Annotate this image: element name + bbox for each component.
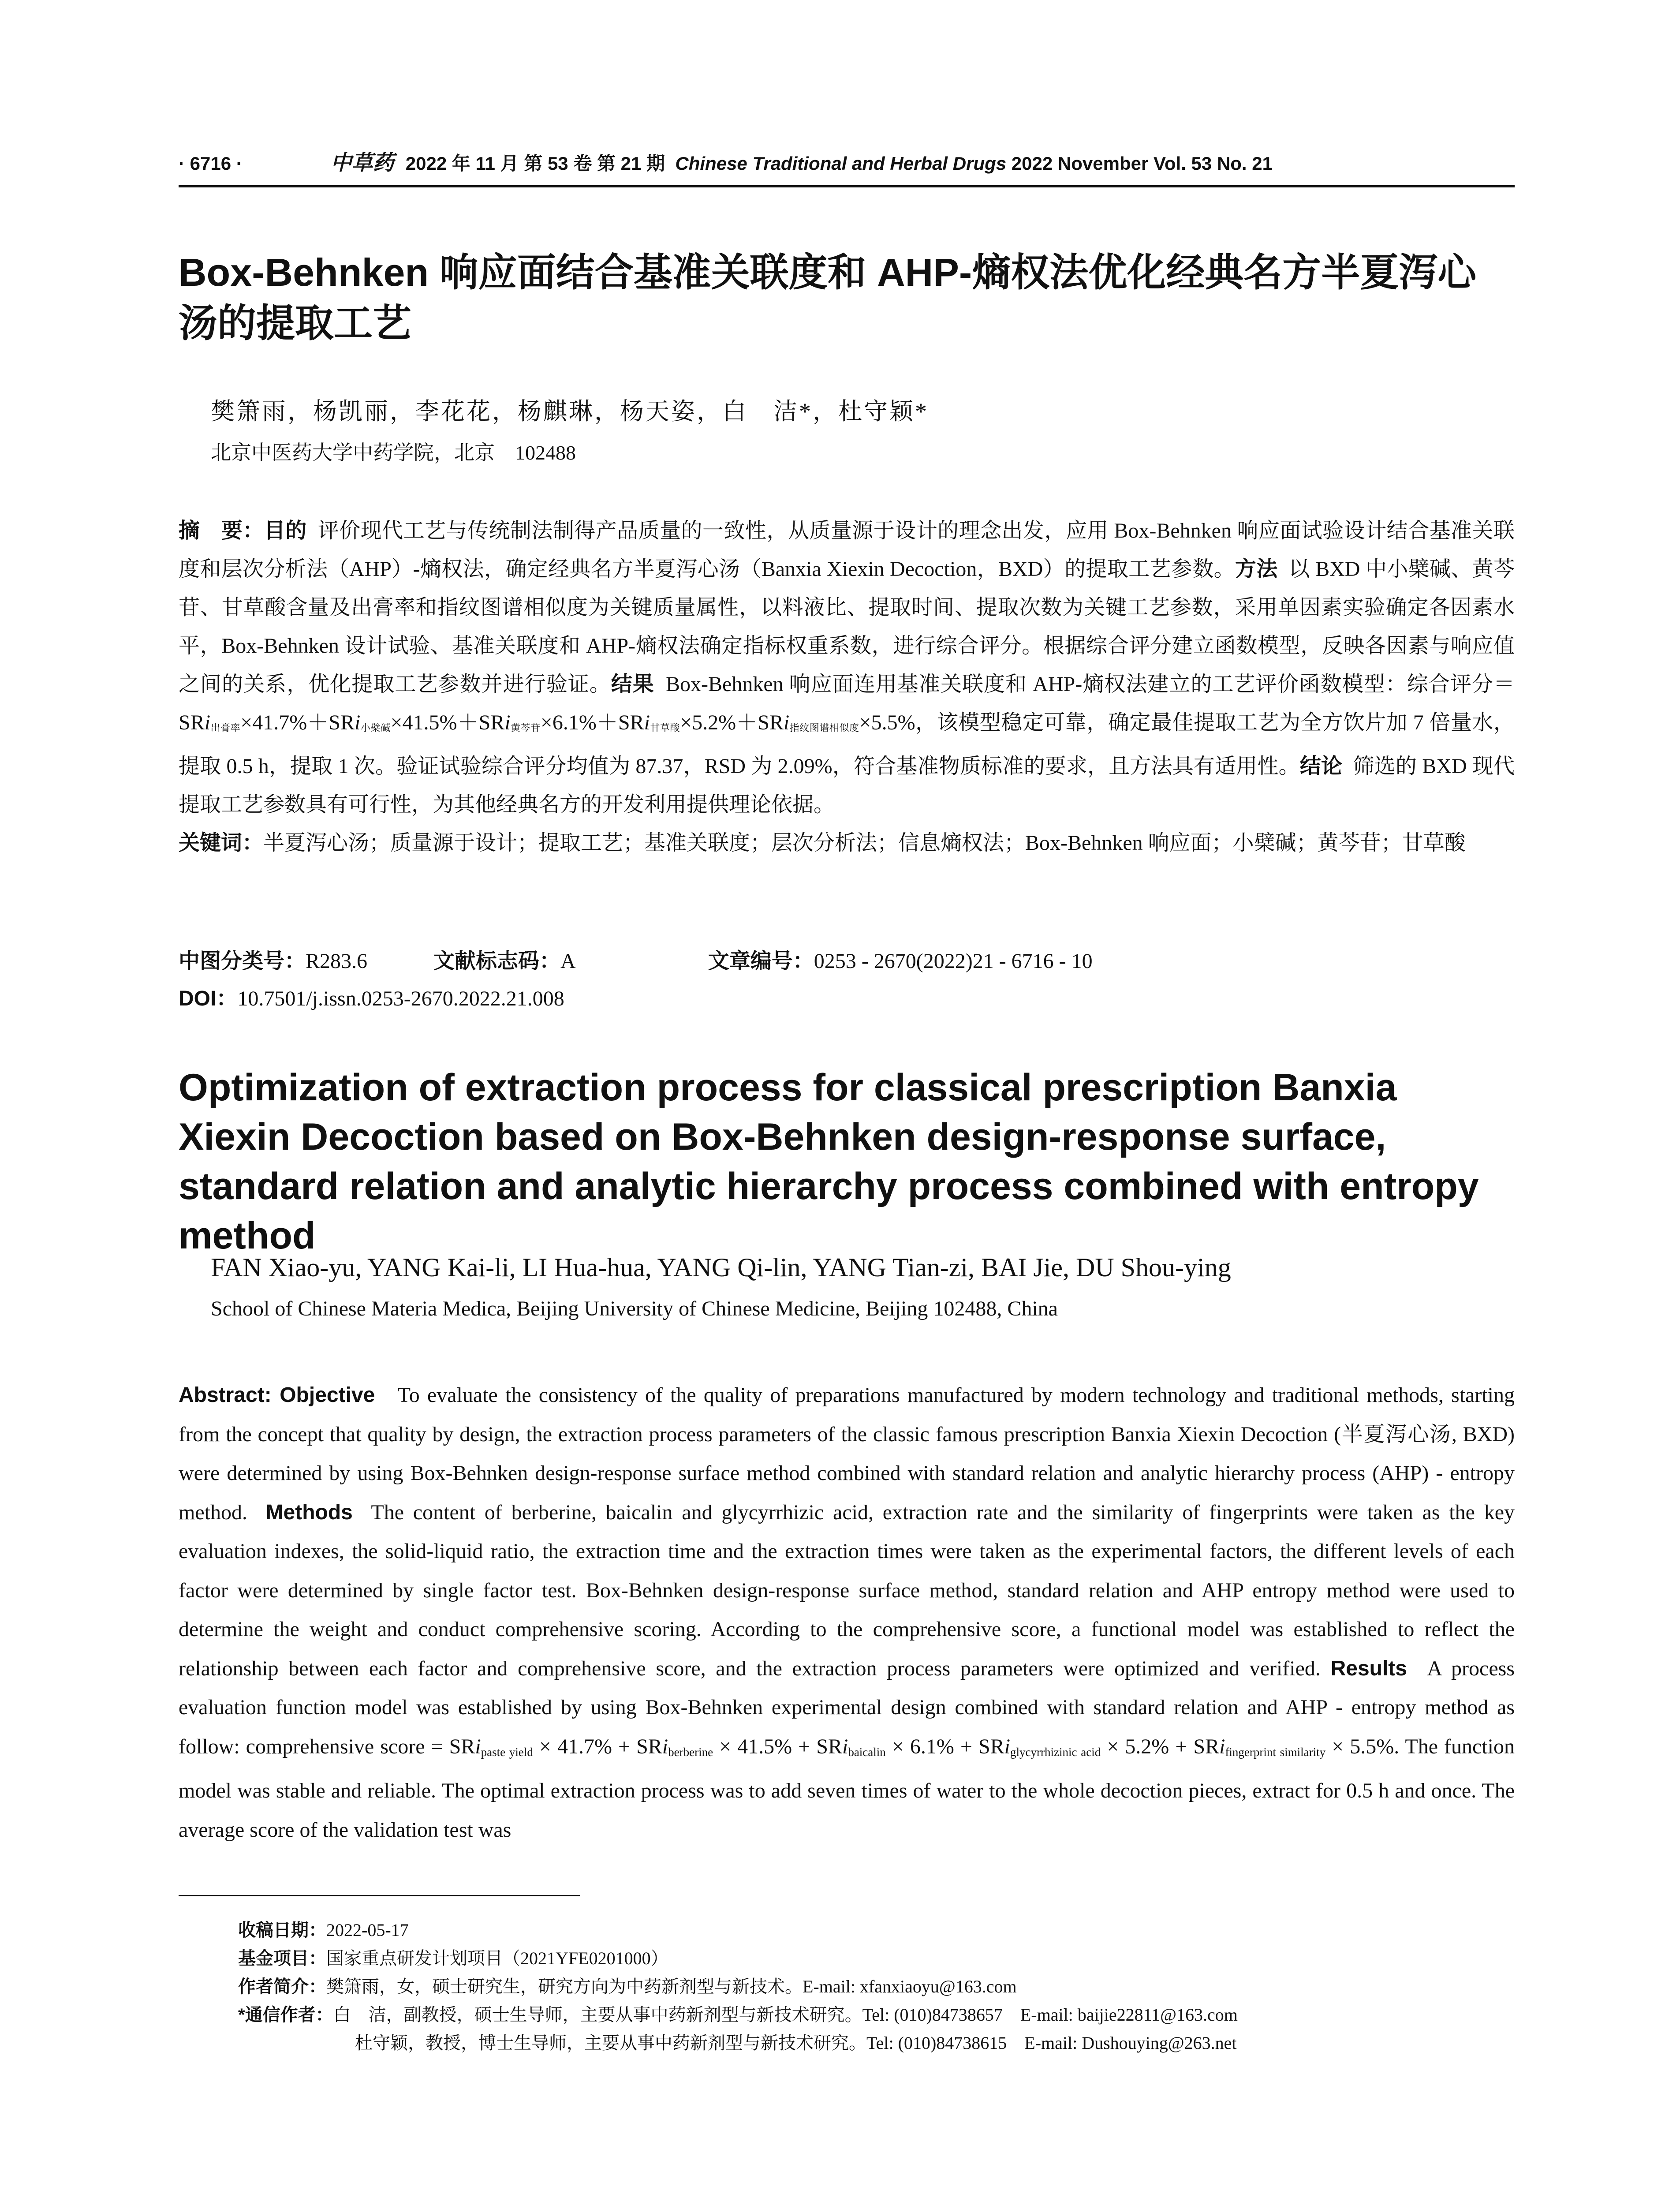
en-methods-text: The content of berberine, baicalin and glycyrrhizic acid, extraction rate and the similarity of fingerprints were taken as the key evaluation indexes, the solid-liquid ratio, the extraction time and the extraction times were taken as the experimental factors, the different levels of each factor were determined by single factor test. Box-Behnken design-response surface method, standard relation and AHP entropy method were used to determine the weight and conduct comprehensive scoring. According to the comprehensive score, a functional model was established to reflect the relationship between each factor and comprehensive score, and the extraction process parameters were optimized and verified. bbox=[179, 1500, 1515, 1680]
issue-en: 2022 November Vol. 53 No. 21 bbox=[1011, 153, 1273, 174]
cn-results-text-5: ×5.2%＋SR bbox=[680, 711, 784, 734]
doi-value[interactable]: 10.7501/j.issn.0253-2670.2022.21.008 bbox=[237, 987, 564, 1010]
en-affiliation: School of Chinese Materia Medica, Beijing University of Chinese Medicine, Beijing 102488, China bbox=[211, 1297, 1058, 1320]
cn-results-sub-3: 黄芩苷 bbox=[510, 722, 541, 733]
en-abstract-label: Abstract: Objective bbox=[179, 1383, 375, 1407]
en-results-text: A process evaluation function model was established by using Box-Behnken experimental design combined with standard relation and AHP - entropy method as follow: comprehensive score = SRi$_{paste yield}$ × 41.7% + SRi$_{berberine}$ × 41.5% + SRi$_{baicalin}$ × 6.1% + SRi$_{glycyrrhizinic acid}$ × 5.2% + SRi$_{fingerprint similarity}$ × 5.5%. The function model was stable and reliable. The optimal extraction process was to add seven times of water to the whole decoction pieces, extract for 0.5 h and once. The average score of the validation test was bbox=[179, 1656, 1515, 1842]
en-abstract bbox=[179, 1376, 1515, 1850]
cn-results-sub-5: 指纹图谱相似度 bbox=[789, 722, 859, 733]
doi-line bbox=[179, 981, 564, 1012]
cn-results-sub-4: 甘草酸 bbox=[650, 722, 680, 733]
cn-results-sub-2: 小檗碱 bbox=[360, 722, 391, 733]
cn-methods-label: 方法 bbox=[1235, 557, 1278, 581]
en-authors: FAN Xiao-yu, YANG Kai-li, LI Hua-hua, YANG Qi-lin, YANG Tian-zi, BAI Jie, DU Shou-ying bbox=[211, 1253, 1231, 1282]
footnote-received bbox=[238, 1916, 1238, 1944]
running-header bbox=[179, 146, 1515, 187]
cn-keywords bbox=[179, 824, 1515, 862]
en-results-text-1: A process evaluation function model was established by using Box-Behnken experimental design combined with standard relation and AHP - entropy method as follow: comprehensive score = SR bbox=[179, 1656, 1515, 1758]
cn-results-text-6: ×5.5%，该模型稳定可靠，确定最佳提取工艺为全方饮片加 7 倍量水，提取 0.5 h，提取 1 次。验证试验综合评分均值为 87.37，RSD 为 2.09%，符合基准物质标准的要求，且方法具有适用性。 bbox=[179, 711, 1515, 778]
en-results-label: Results bbox=[1330, 1656, 1407, 1680]
corresponding-label: *通信作者： bbox=[238, 2005, 333, 2025]
en-results-sub-2: berberine bbox=[668, 1745, 713, 1759]
en-results-sub-1: paste yield bbox=[481, 1745, 533, 1759]
fund-value: 国家重点研发计划项目（2021YFE0201000） bbox=[326, 1948, 668, 1968]
journal-name-en: Chinese Traditional and Herbal Drugs bbox=[675, 153, 1007, 174]
cn-results-sub-1: 出膏率 bbox=[210, 722, 241, 733]
footnote-bio bbox=[238, 1973, 1238, 2001]
en-results-text-6: × 5.5%. The function model was stable and reliable. The optimal extraction process was to add seven times of water to the whole decoction pieces, extract for 0.5 h and once. The average score of the validation test was bbox=[179, 1734, 1515, 1842]
doc-code-label: 文献标志码： bbox=[433, 949, 561, 973]
cn-title: Box-Behnken 响应面结合基准关联度和 AHP-熵权法优化经典名方半夏泻心汤的提取工艺 bbox=[179, 250, 1477, 345]
cn-classification-line bbox=[179, 944, 1093, 974]
cn-affiliation: 北京中医药大学中药学院，北京 102488 bbox=[211, 441, 576, 464]
cn-authors: 樊箫雨，杨凯丽，李花花，杨麒琳，杨天姿，白 洁*，杜守颖* bbox=[211, 398, 929, 425]
en-results-text-5: × 5.2% + SR bbox=[1101, 1734, 1220, 1758]
en-results-text-3: × 41.5% + SR bbox=[713, 1734, 842, 1758]
cn-results-text-1: Box-Behnken 响应面连用基准关联度和 AHP-熵权法建立的工艺评价函数模型：综合评分＝SR bbox=[179, 673, 1515, 734]
cn-results-text: Box-Behnken 响应面连用基准关联度和 AHP-熵权法建立的工艺评价函数模型：综合评分＝SRi$_{出膏率}$×41.7%＋SRi$_{小檗碱}$×41.5%＋SRi$_{黄芩苷}$×6.1%＋SRi$_{甘草酸}$×5.2%＋SRi$_{指纹图谱相似度}$×5.5%，该模型稳定可靠，确定最佳提取工艺为全方饮片加 7 倍量水，提取 0.5 h，提取 1 次。验证试验综合评分均值为 87.37，RSD 为 2.09%，符合基准物质标准的要求，且方法具有适用性。 bbox=[179, 673, 1515, 778]
journal-name-cn: 中草药 bbox=[330, 150, 394, 175]
fund-label: 基金项目： bbox=[238, 1949, 326, 1968]
cn-abstract-label: 摘 要： bbox=[179, 519, 264, 542]
en-objective-text: To evaluate the consistency of the quality of preparations manufactured by modern technology and traditional methods, starting from the concept that quality by design, the extraction process parameters of the classic famous prescription Banxia Xiexin Decoction (半夏泻心汤, BXD) were determined by using Box-Behnken design-response surface method combined with standard relation and analytic hierarchy process (AHP) - entropy method. bbox=[179, 1383, 1515, 1524]
corresponding-value-1: 白 洁，副教授，硕士生导师，主要从事中药新剂型与新技术研究。Tel: (010)84738657 E-mail: baijie22811@163.com bbox=[333, 2005, 1238, 2025]
en-title: Optimization of extraction process for classical prescription Banxia Xiexin Decoction based on Box-Behnken design-response surface, standard relation and analytic hierarchy process combined with entropy method bbox=[179, 1066, 1479, 1257]
cn-keywords-text: 半夏泻心汤；质量源于设计；提取工艺；基准关联度；层次分析法；信息熵权法；Box-Behnken 响应面；小檗碱；黄芩苷；甘草酸 bbox=[263, 831, 1466, 855]
cn-results-text-3: ×41.5%＋SR bbox=[390, 711, 505, 734]
cn-results-label: 结果 bbox=[611, 673, 654, 696]
cn-conclusion-label: 结论 bbox=[1299, 755, 1343, 778]
bio-value: 樊箫雨，女，硕士研究生，研究方向为中药新剂型与新技术。E-mail: xfanxiaoyu@163.com bbox=[326, 1977, 1017, 1996]
footnote-divider bbox=[179, 1895, 580, 1896]
cn-abstract-body bbox=[179, 512, 1515, 824]
cn-keywords-label: 关键词： bbox=[179, 831, 264, 855]
clc-value: R283.6 bbox=[306, 949, 368, 973]
doi-label: DOI： bbox=[179, 987, 238, 1010]
footnote-fund bbox=[238, 1944, 1238, 1973]
article-no-value: 0253 - 2670(2022)21 - 6716 - 10 bbox=[814, 949, 1093, 973]
bio-label: 作者简介： bbox=[238, 1977, 326, 1996]
cn-methods-text: 以 BXD 中小檗碱、黄芩苷、甘草酸含量及出膏率和指纹图谱相似度为关键质量属性，以料液比、提取时间、提取次数为关键工艺参数，采用单因素实验确定各因素水平，Box-Behnken 设计试验、基准关联度和 AHP-熵权法确定指标权重系数，进行综合评分。根据综合评分建立函数模型，反映各因素与响应值之间的关系，优化提取工艺参数并进行验证。 bbox=[179, 557, 1515, 696]
page-number: · 6716 · bbox=[179, 153, 243, 174]
corresponding-value-2: 杜守颖，教授，博士生导师，主要从事中药新剂型与新技术研究。Tel: (010)84738615 E-mail: Dushouying@263.net bbox=[355, 2033, 1237, 2053]
en-results-text-4: × 6.1% + SR bbox=[885, 1734, 1004, 1758]
en-results-sub-4: glycyrrhizinic acid bbox=[1010, 1745, 1101, 1759]
article-no-label: 文章编号： bbox=[708, 949, 814, 973]
running-header-text bbox=[179, 146, 1273, 176]
footnotes bbox=[238, 1916, 1238, 2057]
cn-conclusion-text: 筛选的 BXD 现代提取工艺参数具有可行性，为其他经典名方的开发利用提供理论依据。 bbox=[179, 755, 1515, 816]
clc-label: 中图分类号： bbox=[179, 949, 306, 973]
en-results-sub-5: fingerprint similarity bbox=[1225, 1745, 1326, 1759]
en-methods-label: Methods bbox=[265, 1500, 353, 1524]
cn-results-text-2: ×41.7%＋SR bbox=[240, 711, 355, 734]
footnote-corresponding-2 bbox=[238, 2029, 1238, 2057]
issue-cn: 2022 年 11 月 第 53 卷 第 21 期 bbox=[405, 153, 665, 174]
doc-code-value: A bbox=[560, 949, 576, 973]
footnote-corresponding bbox=[238, 2001, 1238, 2029]
cn-abstract bbox=[179, 512, 1515, 862]
cn-objective-label: 目的 bbox=[264, 519, 307, 542]
en-results-sub-3: baicalin bbox=[848, 1745, 886, 1759]
received-value: 2022-05-17 bbox=[326, 1920, 409, 1940]
en-results-text-2: × 41.7% + SR bbox=[533, 1734, 662, 1758]
cn-objective-text: 评价现代工艺与传统制法制得产品质量的一致性，从质量源于设计的理念出发，应用 Box-Behnken 响应面试验设计结合基准关联度和层次分析法（AHP）-熵权法，确定经典名方半夏泻心汤（Banxia Xiexin Decoction，BXD）的提取工艺参数。 bbox=[179, 519, 1515, 581]
received-label: 收稿日期： bbox=[238, 1921, 326, 1940]
cn-results-text-4: ×6.1%＋SR bbox=[540, 711, 644, 734]
